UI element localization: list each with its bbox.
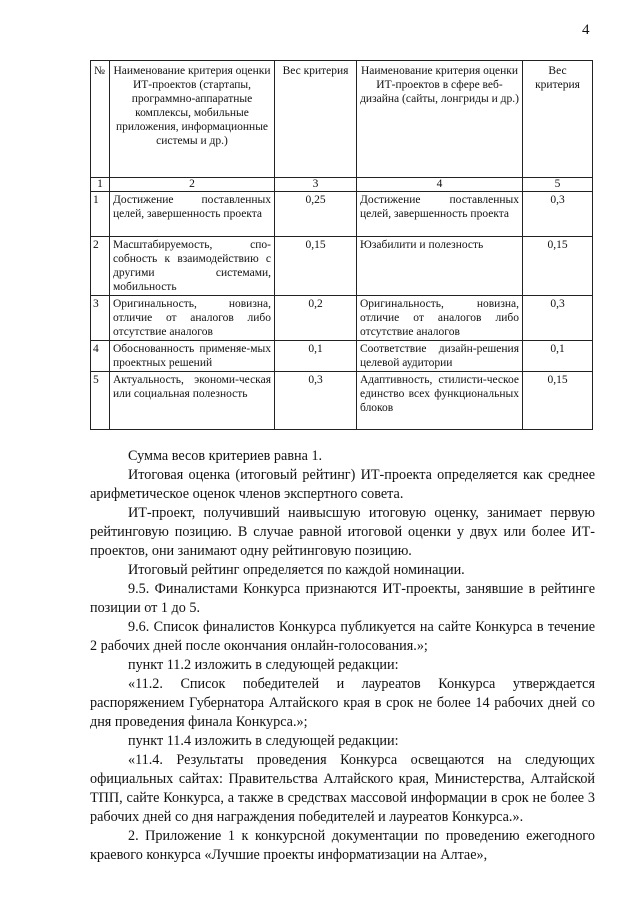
- weight-web: 0,3: [523, 296, 593, 341]
- row-number: 2: [91, 237, 110, 296]
- criterion-web: Юзабилити и полезность: [357, 237, 523, 296]
- page-number: 4: [582, 22, 590, 38]
- paragraph: «11.2. Список победителей и лауреатов Конкурса утверждается распоряжением Губернатора Алтайского края в срок не более 14 рабочих дней со дня проведения финала Конкурса.»;: [90, 676, 595, 730]
- table-index-row: [91, 178, 593, 192]
- weight-it: 0,2: [275, 296, 357, 341]
- row-number: 1: [91, 192, 110, 237]
- body-text: [90, 447, 595, 865]
- criteria-table: [90, 60, 593, 430]
- weight-it: 0,15: [275, 237, 357, 296]
- index-cell: 4: [357, 178, 523, 192]
- weight-it: 0,1: [275, 341, 357, 372]
- header-number: №: [91, 61, 110, 178]
- criterion-it: Оригинальность, новизна, отличие от аналогов либо отсутствие аналогов: [110, 296, 275, 341]
- criterion-web: Соответствие дизайн-решения целевой аудитории: [357, 341, 523, 372]
- weight-web: 0,1: [523, 341, 593, 372]
- paragraph: ИТ-проект, получивший наивысшую итоговую оценку, занимает первую рейтинговую позицию. В случае равной итоговой оценки у двух или более ИТ-проектов, они занимают одну рейтинговую позицию.: [90, 505, 595, 559]
- paragraph: 2. Приложение 1 к конкурсной документации по проведению ежегодного краевого конкурса «Лучшие проекты информатизации на Алтае»,: [90, 828, 595, 863]
- row-number: 5: [91, 372, 110, 430]
- paragraph: «11.4. Результаты проведения Конкурса освещаются на следующих официальных сайтах: Правительства Алтайского края, Министерства, Алтайской ТПП, сайте Конкурса, а также в средствах массовой информации в срок не более 3 рабочих дней со дня награждения победителей и лауреатов Конкурса.».: [90, 752, 595, 825]
- table-row: [91, 341, 593, 372]
- paragraph: Сумма весов критериев равна 1.: [128, 448, 323, 464]
- paragraph: пункт 11.4 изложить в следующей редакции:: [128, 733, 399, 749]
- index-cell: 3: [275, 178, 357, 192]
- header-criterion-it: Наименование критерия оценки ИТ-проектов (стартапы, программно-аппаратные комплексы, мобильные приложения, информационные системы и др.): [110, 61, 275, 178]
- table-row: [91, 192, 593, 237]
- row-number: 4: [91, 341, 110, 372]
- weight-web: 0,3: [523, 192, 593, 237]
- row-number: 3: [91, 296, 110, 341]
- criterion-it: Масштабируемость, спо-собность к взаимодействию с другими системами, мобильность: [110, 237, 275, 296]
- paragraph: Итоговая оценка (итоговый рейтинг) ИТ-проекта определяется как среднее арифметическое оценок членов экспертного совета.: [90, 467, 595, 502]
- index-cell: 5: [523, 178, 593, 192]
- header-weight-it: Вес критерия: [275, 61, 357, 178]
- weight-it: 0,3: [275, 372, 357, 430]
- weight-it: 0,25: [275, 192, 357, 237]
- index-cell: 1: [91, 178, 110, 192]
- paragraph: 9.5. Финалистами Конкурса признаются ИТ-проекты, занявшие в рейтинге позиции от 1 до 5.: [90, 581, 595, 616]
- criterion-it: Актуальность, экономи-ческая или социальная полезность: [110, 372, 275, 430]
- table-row: [91, 372, 593, 430]
- weight-web: 0,15: [523, 237, 593, 296]
- criterion-web: Оригинальность, новизна, отличие от аналогов либо отсутствие аналогов: [357, 296, 523, 341]
- table-row: [91, 296, 593, 341]
- weight-web: 0,15: [523, 372, 593, 430]
- paragraph: 9.6. Список финалистов Конкурса публикуется на сайте Конкурса в течение 2 рабочих дней после окончания онлайн-голосования.»;: [90, 619, 595, 654]
- header-criterion-web: Наименование критерия оценки ИТ-проектов в сфере веб-дизайна (сайты, лонгриды и др.): [357, 61, 523, 178]
- criterion-it: Достижение поставленных целей, завершенность проекта: [110, 192, 275, 237]
- table-header-row: [91, 61, 593, 178]
- table-row: [91, 237, 593, 296]
- criterion-web: Адаптивность, стилисти-ческое единство всех функциональных блоков: [357, 372, 523, 430]
- index-cell: 2: [110, 178, 275, 192]
- paragraph: Итоговый рейтинг определяется по каждой номинации.: [128, 562, 465, 578]
- criterion-it: Обоснованность применяе-мых проектных решений: [110, 341, 275, 372]
- paragraph: пункт 11.2 изложить в следующей редакции:: [128, 657, 399, 673]
- header-weight-web: Вес критерия: [523, 61, 593, 178]
- criterion-web: Достижение поставленных целей, завершенность проекта: [357, 192, 523, 237]
